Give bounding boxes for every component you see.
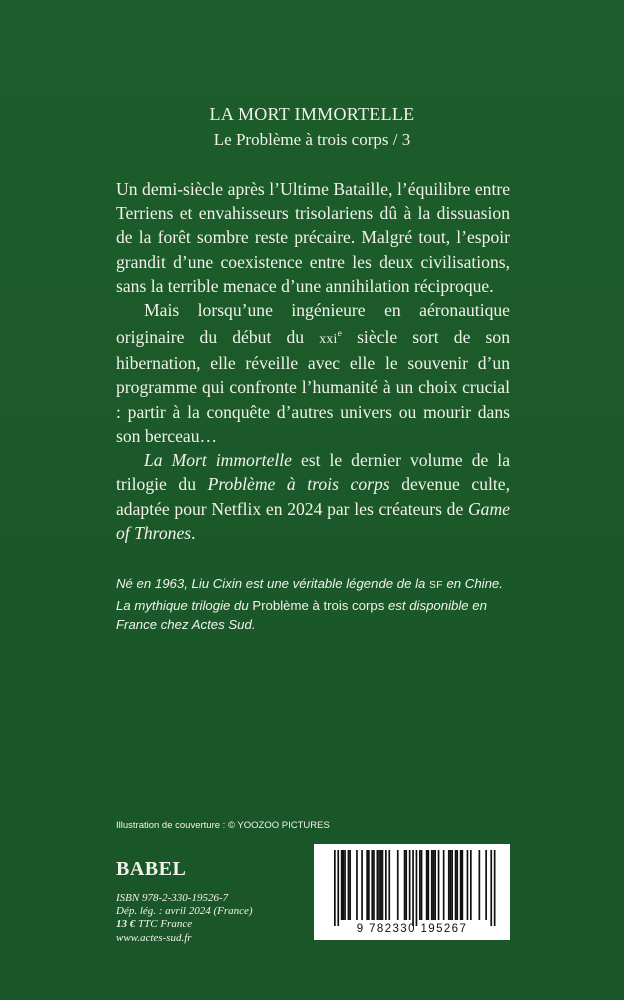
- barcode-bar: [460, 850, 462, 920]
- barcode-bar: [479, 850, 481, 920]
- barcode-bar: [494, 850, 496, 926]
- blurb-paragraph-1: Un demi-siècle après l’Ultime Bataille, l’équilibre entre Terriens et envahisseurs trisolariens dû à la dissuasion de la forêt sombre reste précaire. Malgré tout, l’espoir grandit d’une coexistence entre les deux civilisations, sans la terrible menace d’une annihilation réciproque.: [116, 179, 510, 296]
- barcode-bar: [343, 850, 345, 920]
- barcode-bar: [337, 850, 339, 926]
- book-subtitle: Le Problème à trois corps / 3: [213, 130, 411, 149]
- author-note: [116, 574, 516, 635]
- publisher-name: BABEL: [116, 858, 187, 880]
- barcode-bar: [428, 850, 430, 920]
- barcode-bar: [368, 850, 370, 920]
- blurb: [116, 177, 510, 545]
- legal-deposit: Dép. lég. : avril 2024 (France): [116, 905, 253, 918]
- website: www.actes-sud.fr: [116, 931, 192, 944]
- barcode-bar: [366, 850, 368, 920]
- barcode-bar: [434, 850, 436, 920]
- author-note-c: est disponible en France chez Actes Sud.: [116, 597, 487, 632]
- barcode-bar: [426, 850, 428, 920]
- barcode-bar: [371, 850, 373, 920]
- barcode-bar: [409, 850, 411, 920]
- barcode-bar: [451, 850, 453, 920]
- barcode-bar: [416, 850, 418, 926]
- barcode-bar: [380, 850, 382, 920]
- barcode-bar: [405, 850, 407, 920]
- century-numeral: xxi: [319, 331, 338, 347]
- barcode-bar: [404, 850, 406, 920]
- blurb-p2-text-a: Mais lorsqu’une ingénieure en aéronautique originaire du début du: [116, 300, 510, 348]
- barcode-bar: [388, 850, 390, 920]
- blurb-p3-book-title: La Mort immortelle: [144, 450, 292, 471]
- barcode: [314, 844, 510, 940]
- blurb-p2-text-b: siècle sort de son hibernation, elle réveille avec elle le souvenir d’un programme qui confronte l’humanité à un choix crucial : partir à la conquête d’autres univers ou mourir dans son berceau…: [116, 327, 510, 446]
- barcode-bar: [419, 850, 421, 920]
- barcode-bar: [438, 850, 440, 920]
- barcode-bar: [334, 850, 336, 926]
- barcode-bar: [385, 850, 387, 920]
- barcode-bar: [431, 850, 433, 920]
- barcode-bar: [433, 850, 435, 920]
- barcode-bar: [349, 850, 351, 920]
- barcode-bar: [341, 850, 343, 920]
- barcode-bar: [378, 850, 380, 920]
- blurb-p3-show-title: Game of Thrones: [116, 498, 510, 543]
- blurb-p3-end: .: [191, 522, 196, 543]
- price-amount: 13 €: [116, 918, 136, 931]
- barcode-bar: [412, 850, 414, 926]
- barcode-bar: [485, 850, 487, 920]
- century-superscript: e: [337, 328, 342, 340]
- author-note-series: Problème à trois corps: [252, 597, 385, 613]
- blurb-paragraph-2: [116, 298, 510, 448]
- barcode-bar: [455, 850, 457, 920]
- author-note-b: en Chine. La mythique trilogie du: [116, 576, 503, 613]
- book-title: LA MORT IMMORTELLE: [209, 104, 415, 124]
- barcode-bar: [344, 850, 346, 920]
- book-metadata: [116, 892, 253, 945]
- barcode-bar: [421, 850, 423, 920]
- barcode-bar: [373, 850, 375, 920]
- barcode-bar: [361, 850, 363, 920]
- barcode-bar: [377, 850, 379, 920]
- barcode-bar: [448, 850, 450, 920]
- blurb-paragraph-3: [116, 448, 510, 545]
- barcode-bar: [443, 850, 445, 920]
- price: [116, 918, 253, 931]
- barcode-bar: [356, 850, 358, 920]
- barcode-bar: [470, 850, 472, 920]
- blurb-p3-text-a: est le dernier volume de la trilogie du: [116, 450, 510, 495]
- blurb-p3-text-b: devenue culte, adaptée pour Netflix en 2024 par les créateurs de: [116, 474, 510, 519]
- blurb-p3-series-title: Problème à trois corps: [207, 474, 390, 495]
- author-note-a: Né en 1963, Liu Cixin est une véritable légende de la: [116, 576, 430, 591]
- barcode-bar: [456, 850, 458, 920]
- isbn: ISBN 978-2-330-19526-7: [116, 892, 229, 904]
- barcode-bar: [348, 850, 350, 920]
- barcode-bar: [382, 850, 384, 920]
- barcode-bar: [462, 850, 464, 920]
- barcode-bar: [397, 850, 399, 920]
- barcode-bar: [450, 850, 452, 920]
- cover-credit: Illustration de couverture : © YOOZOO PICTURES: [116, 820, 330, 831]
- barcode-bar: [467, 850, 469, 920]
- barcode-bar: [490, 850, 492, 926]
- price-label: TTC France: [135, 918, 193, 931]
- author-note-sf: SF: [429, 580, 443, 591]
- barcode-digits: 9 782330 195267: [356, 923, 468, 935]
